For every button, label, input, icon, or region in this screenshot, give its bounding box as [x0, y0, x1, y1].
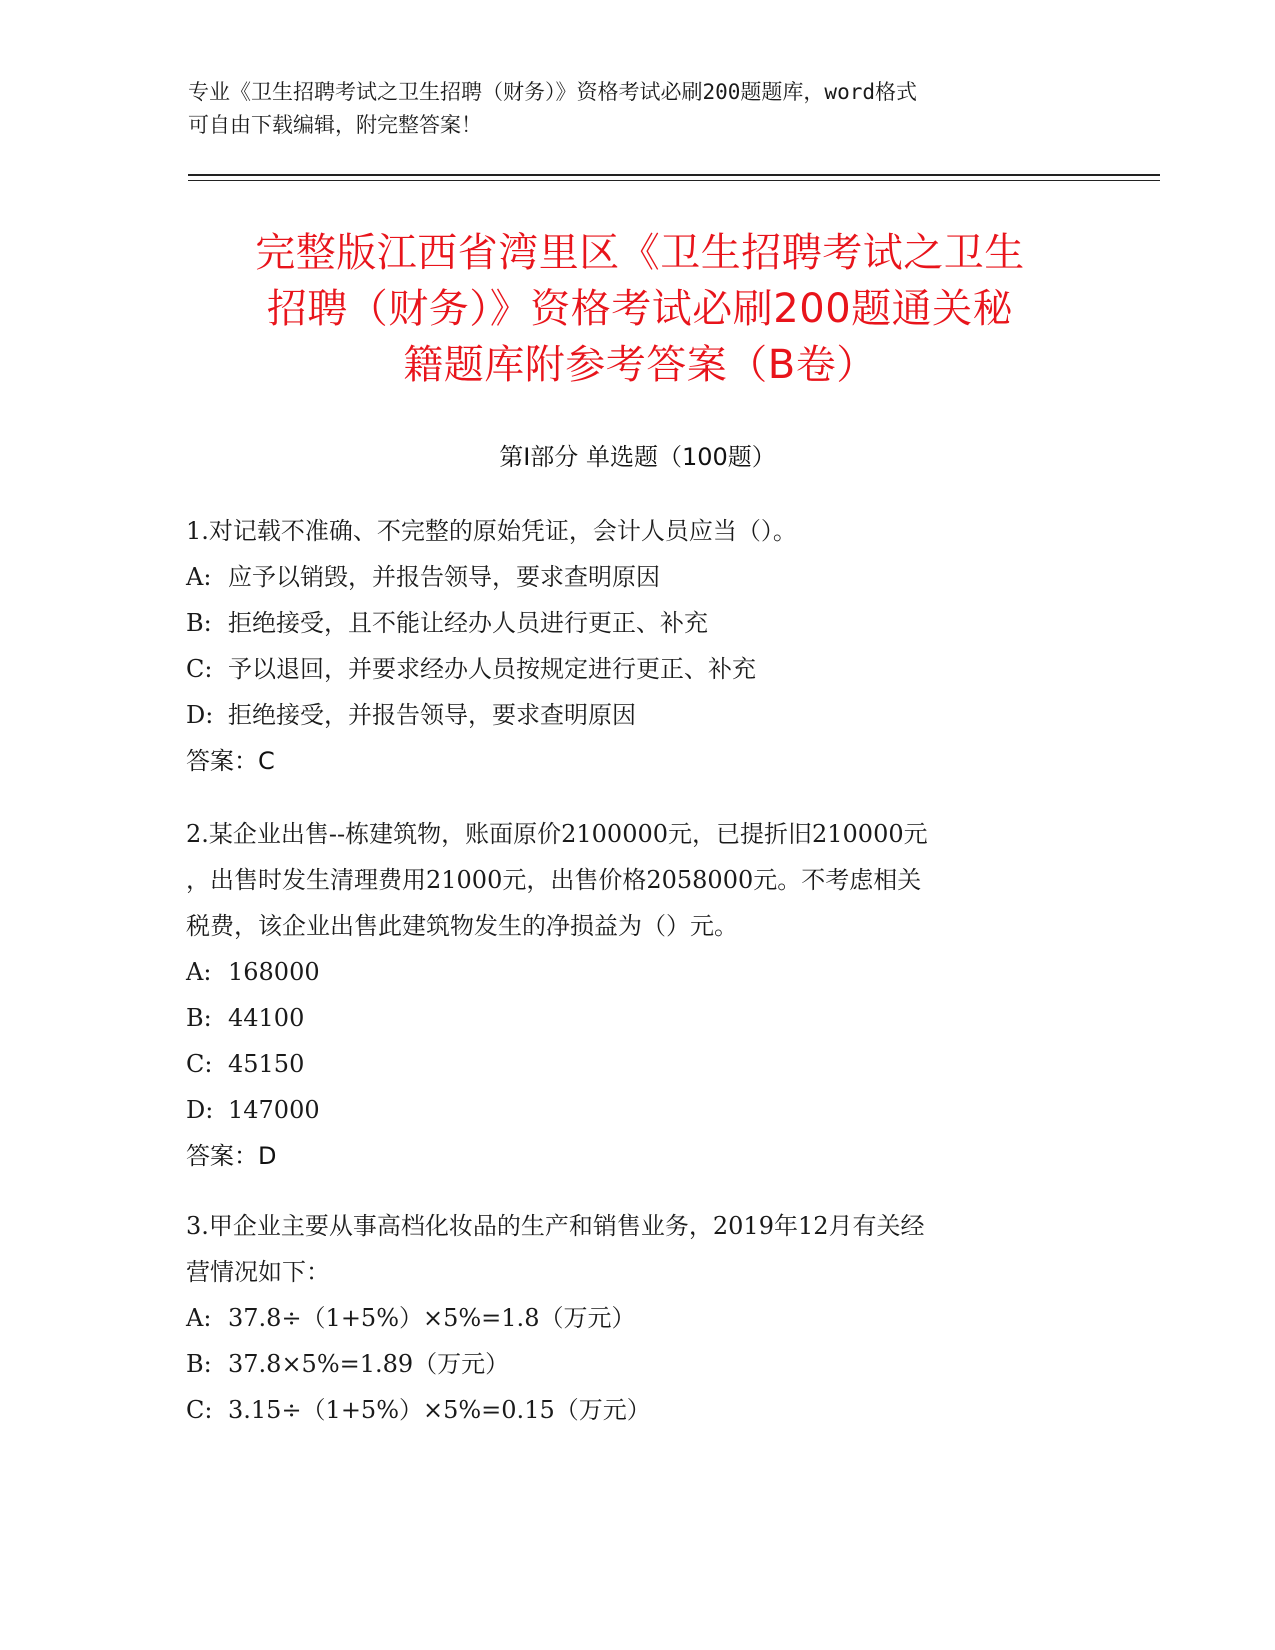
option-a	[186, 554, 1086, 600]
question-stem-line-2: ，出售时发生清理费用21000元，出售价格2058000元。不考虑相关	[186, 866, 922, 894]
option-c	[186, 646, 1086, 692]
header-divider-thin	[188, 180, 1160, 181]
option-text: 拒绝接受，并报告领导，要求查明原因	[228, 701, 636, 729]
option-letter: B:	[186, 1004, 212, 1032]
option-c	[186, 1041, 1086, 1087]
option-letter: D:	[186, 701, 214, 729]
option-text: 37.8×5%=1.89（万元）	[228, 1350, 510, 1378]
document-title	[190, 225, 1090, 393]
answer-line: 答案：D	[186, 1142, 277, 1170]
question-stem-line-2: 营情况如下：	[186, 1258, 330, 1286]
option-b	[186, 995, 1086, 1041]
option-letter: B:	[186, 609, 212, 637]
option-a	[186, 1295, 1086, 1341]
option-c	[186, 1387, 1086, 1433]
header-note	[188, 76, 1088, 142]
document-title-line-1: 完整版江西省湾里区《卫生招聘考试之卫生	[255, 230, 1025, 276]
header-note-line-1: 专业《卫生招聘考试之卫生招聘（财务）》资格考试必刷200题题库，word格式	[188, 80, 917, 104]
option-text: 45150	[228, 1050, 305, 1078]
option-letter: C:	[186, 655, 213, 683]
option-letter: C:	[186, 1396, 213, 1424]
option-letter: A:	[186, 1304, 212, 1332]
question-stem-line-1: 2.某企业出售--栋建筑物，账面原价2100000元，已提折旧210000元	[186, 820, 928, 848]
question-stem: 1.对记载不准确、不完整的原始凭证，会计人员应当（）。	[186, 517, 797, 545]
option-text: 拒绝接受，且不能让经办人员进行更正、补充	[228, 609, 708, 637]
header-divider-thick	[188, 174, 1160, 176]
question-stem-line-3: 税费，该企业出售此建筑物发生的净损益为（）元。	[186, 912, 738, 940]
option-text: 3.15÷（1+5%）×5%=0.15（万元）	[228, 1396, 651, 1424]
option-d	[186, 1087, 1086, 1133]
option-text: 44100	[228, 1004, 305, 1032]
option-text: 应予以销毁，并报告领导，要求查明原因	[228, 563, 660, 591]
option-letter: A:	[186, 958, 212, 986]
header-note-line-2: 可自由下载编辑，附完整答案！	[188, 113, 482, 137]
section-heading: 第Ⅰ部分 单选题（100题）	[499, 443, 776, 471]
option-b	[186, 600, 1086, 646]
option-letter: A:	[186, 563, 212, 591]
question-3	[186, 1203, 1086, 1433]
option-text: 168000	[228, 958, 320, 986]
option-text: 予以退回，并要求经办人员按规定进行更正、补充	[228, 655, 756, 683]
answer-line: 答案：C	[186, 747, 275, 775]
question-1	[186, 508, 1086, 784]
option-letter: D:	[186, 1096, 214, 1124]
document-title-line-3: 籍题库附参考答案（B卷）	[403, 342, 877, 388]
option-letter: B:	[186, 1350, 212, 1378]
option-letter: C:	[186, 1050, 213, 1078]
question-2	[186, 811, 1086, 1179]
question-stem-line-1: 3.甲企业主要从事高档化妆品的生产和销售业务，2019年12月有关经	[186, 1212, 925, 1240]
option-text: 37.8÷（1+5%）×5%=1.8（万元）	[228, 1304, 636, 1332]
option-b	[186, 1341, 1086, 1387]
option-text: 147000	[228, 1096, 320, 1124]
option-a	[186, 949, 1086, 995]
document-title-line-2: 招聘（财务）》资格考试必刷200题通关秘	[266, 286, 1014, 332]
option-d	[186, 692, 1086, 738]
